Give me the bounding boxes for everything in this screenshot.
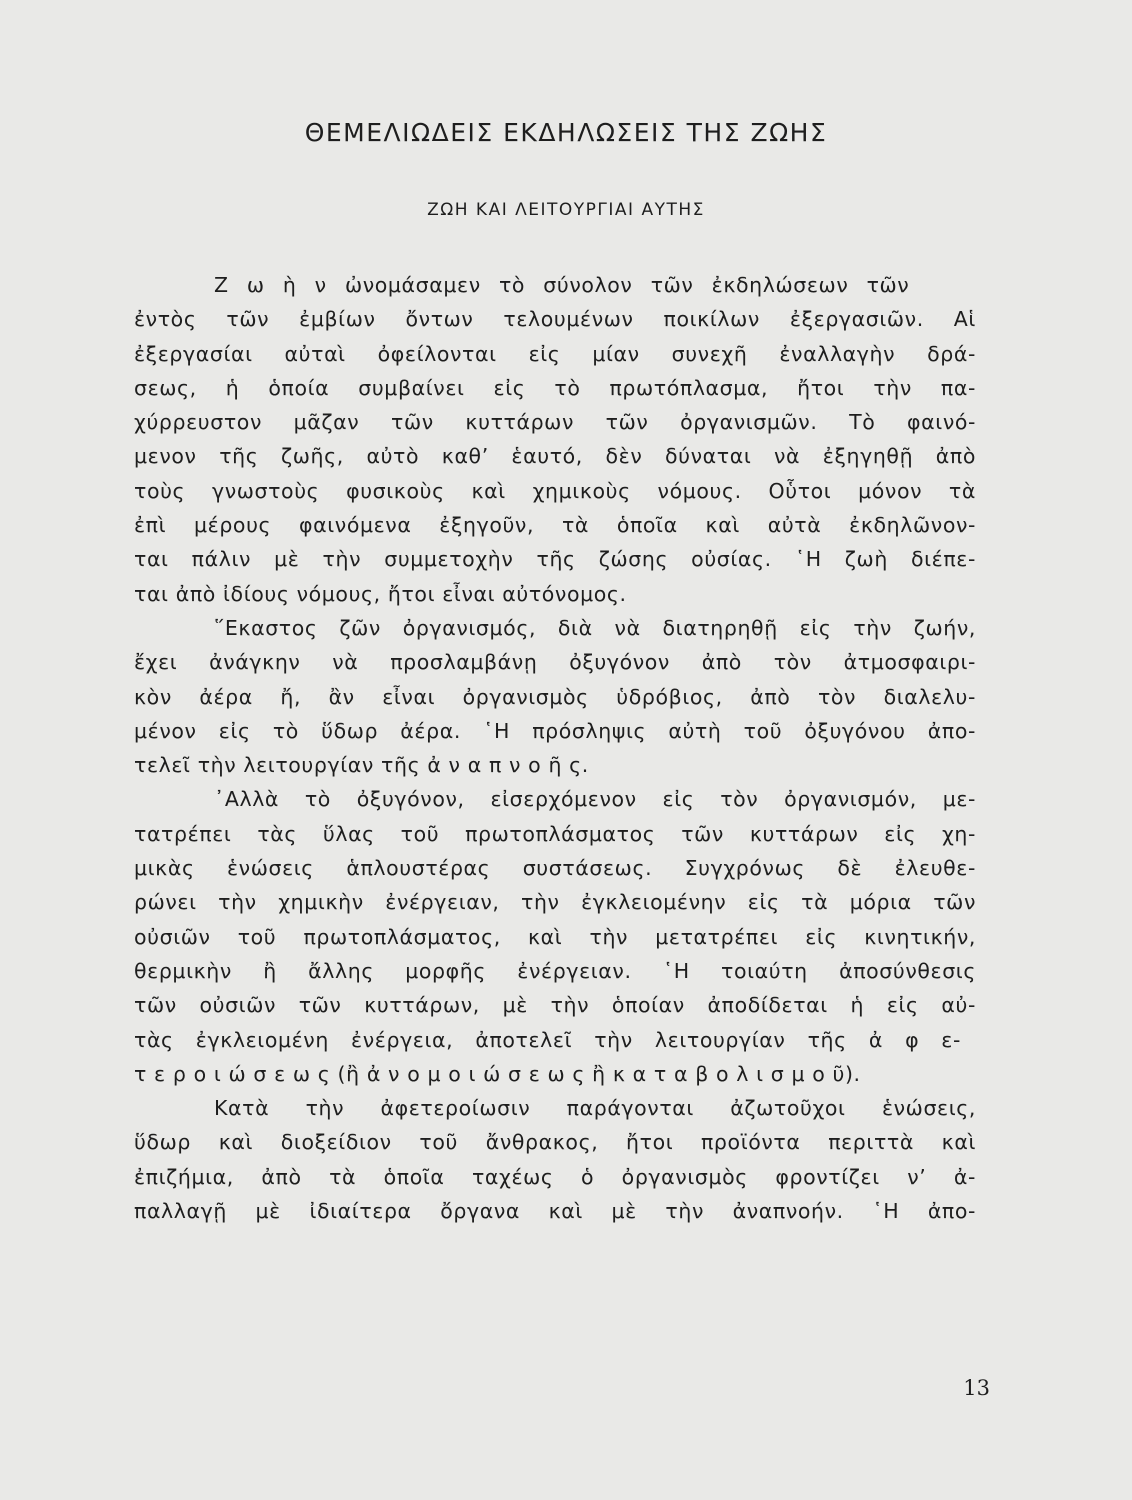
- text-line: ται πάλιν μὲ τὴν συμμετοχὴν τῆς ζώσης οὐσίας. ῾Η ζωὴ διέπε-: [134, 547, 976, 572]
- page-number: 13: [963, 1376, 990, 1400]
- text-line: κὸν ἀέρα ἤ, ἂν εἶναι ὀργανισμὸς ὑδρόβιος, ἀπὸ τὸν διαλελυ-: [134, 684, 976, 709]
- section-subtitle: ΖΩΗ ΚΑΙ ΛΕΙΤΟΥΡΓΙΑΙ ΑΥΤΗΣ: [427, 200, 705, 220]
- text-line: Κατὰ τὴν ἀφετεροίωσιν παράγονται ἀζωτοῦχοι ἑνώσεις,: [214, 1096, 977, 1121]
- text-line: τ ε ρ ο ι ώ σ ε ω ς (ἢ ἀ ν ο μ ο ι ώ σ ε ω ς ἢ κ α τ α β ο λ ι σ μ ο ῦ).: [134, 1061, 861, 1086]
- text-line: Ζ ω ὴ ν ὠνομάσαμεν τὸ σύνολον τῶν ἐκδηλώσεων τῶν: [214, 273, 910, 297]
- body-text: [134, 268, 976, 1228]
- text-line: ἔχει ἀνάγκην νὰ προσλαμβάνῃ ὀξυγόνον ἀπὸ τὸν ἀτμοσφαιρι-: [134, 650, 976, 675]
- text-line: ὕδωρ καὶ διοξείδιον τοῦ ἄνθρακος, ἤτοι προϊόντα περιττὰ καὶ: [134, 1130, 977, 1155]
- text-line: παλλαγῇ μὲ ἰδιαίτερα ὄργανα καὶ μὲ τὴν ἀναπνοήν. ῾Η ἀπο-: [134, 1199, 977, 1224]
- text-line: ᾿Αλλὰ τὸ ὀξυγόνον, εἰσερχόμενον εἰς τὸν ὀργανισμόν, με-: [214, 787, 977, 812]
- text-line: τὰς ἐγκλειομένη ἐνέργεια, ἀποτελεῖ τὴν λειτουργίαν τῆς ἀ φ ε-: [134, 1027, 961, 1052]
- text-line: οὐσιῶν τοῦ πρωτοπλάσματος, καὶ τὴν μετατρέπει εἰς κινητικήν,: [134, 924, 977, 949]
- text-line: μένον εἰς τὸ ὕδωρ ἀέρα. ῾Η πρόσληψις αὐτὴ τοῦ ὀξυγόνου ἀπο-: [134, 718, 976, 743]
- text-line: ἐντὸς τῶν ἐμβίων ὄντων τελουμένων ποικίλων ἐξεργασιῶν. Αἱ: [134, 307, 976, 332]
- text-line: ρώνει τὴν χημικὴν ἐνέργειαν, τὴν ἐγκλειομένην εἰς τὰ μόρια τῶν: [134, 890, 976, 915]
- text-line: χύρρευστον μᾶζαν τῶν κυττάρων τῶν ὀργανισμῶν. Τὸ φαινό-: [134, 410, 977, 435]
- text-line: ται ἀπὸ ἰδίους νόμους, ἤτοι εἶναι αὐτόνομος.: [134, 581, 627, 606]
- text-line: σεως, ἡ ὁποία συμβαίνει εἰς τὸ πρωτόπλασμα, ἤτοι τὴν πα-: [134, 375, 976, 400]
- text-line: ἐπὶ μέρους φαινόμενα ἐξηγοῦν, τὰ ὁποῖα καὶ αὐτὰ ἐκδηλῶνον-: [134, 513, 977, 538]
- text-line: τοὺς γνωστοὺς φυσικοὺς καὶ χημικοὺς νόμους. Οὗτοι μόνον τὰ: [134, 478, 976, 503]
- text-line: ἐξεργασίαι αὐταὶ ὀφείλονται εἰς μίαν συνεχῆ ἐναλλαγὴν δρά-: [134, 341, 976, 366]
- text-line: τῶν οὐσιῶν τῶν κυττάρων, μὲ τὴν ὁποίαν ἀποδίδεται ἡ εἰς αὐ-: [134, 993, 976, 1018]
- text-line: ἐπιζήμια, ἀπὸ τὰ ὁποῖα ταχέως ὁ ὀργανισμὸς φροντίζει ν’ ἀ-: [134, 1164, 976, 1189]
- chapter-title: ΘΕΜΕΛΙΩΔΕΙΣ ΕΚΔΗΛΩΣΕΙΣ ΤΗΣ ΖΩΗΣ: [304, 118, 828, 147]
- text-line: τατρέπει τὰς ὕλας τοῦ πρωτοπλάσματος τῶν κυττάρων εἰς χη-: [134, 821, 977, 846]
- text-line: μενον τῆς ζωῆς, αὐτὸ καθ’ ἑαυτό, δὲν δύναται νὰ ἐξηγηθῇ ἀπὸ: [134, 444, 976, 469]
- text-line: θερμικὴν ἢ ἄλλης μορφῆς ἐνέργειαν. ῾Η τοιαύτη ἀποσύνθεσις: [134, 958, 976, 983]
- text-line: μικὰς ἑνώσεις ἁπλουστέρας συστάσεως. Συγχρόνως δὲ ἐλευθε-: [134, 856, 976, 881]
- text-line: ῞Εκαστος ζῶν ὀργανισμός, διὰ νὰ διατηρηθῇ εἰς τὴν ζωήν,: [214, 615, 977, 640]
- text-line: τελεῖ τὴν λειτουργίαν τῆς ἀ ν α π ν ο ῆ ς.: [134, 753, 589, 778]
